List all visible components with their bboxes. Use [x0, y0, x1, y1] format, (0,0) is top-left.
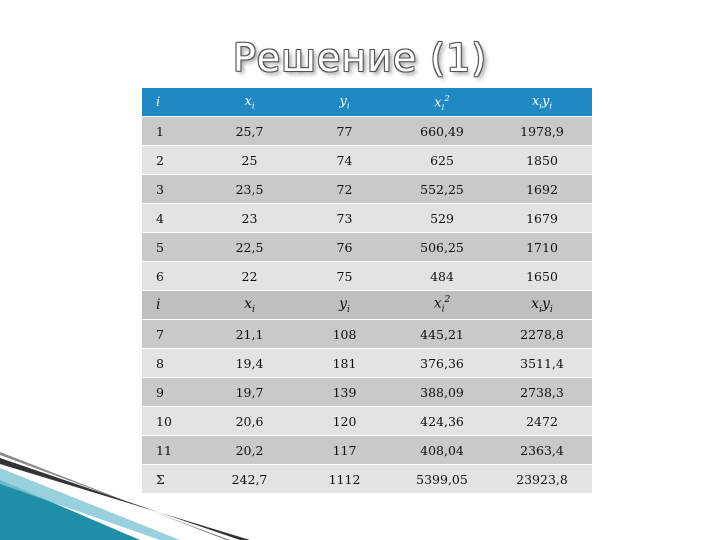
cell-xi: 22	[202, 262, 297, 291]
cell-xi-squared: 552,25	[392, 175, 492, 204]
cell-xi: 21,1	[202, 320, 297, 349]
cell-yi: 117	[297, 436, 392, 465]
cell-xiyi: 1710	[492, 233, 592, 262]
cell-i: 7	[142, 320, 202, 349]
cell-xiyi: 2472	[492, 407, 592, 436]
cell-xi: 23	[202, 204, 297, 233]
table-subheader-row	[142, 291, 592, 320]
subheader-yi: $y_i$	[297, 291, 392, 320]
cell-xi-squared: 484	[392, 262, 492, 291]
cell-xi-squared: 625	[392, 146, 492, 175]
table-row	[142, 349, 592, 378]
cell-yi: 73	[297, 204, 392, 233]
cell-xi: 25	[202, 146, 297, 175]
cell-i: 2	[142, 146, 202, 175]
cell-yi: 76	[297, 233, 392, 262]
cell-xi: 22,5	[202, 233, 297, 262]
table-row	[142, 378, 592, 407]
cell-xiyi: 2738,3	[492, 378, 592, 407]
header-xi-squared: $x_i^2$	[392, 88, 492, 117]
subheader-xiyi: $x_iy_i$	[492, 291, 592, 320]
cell-i: 11	[142, 436, 202, 465]
cell-xi: 20,2	[202, 436, 297, 465]
cell-yi: 108	[297, 320, 392, 349]
cell-i: 3	[142, 175, 202, 204]
cell-xiyi: 2363,4	[492, 436, 592, 465]
cell-i: 8	[142, 349, 202, 378]
cell-xi-squared: 376,36	[392, 349, 492, 378]
cell-xiyi: 3511,4	[492, 349, 592, 378]
cell-xiyi: 1650	[492, 262, 592, 291]
cell-sum-xi: 242,7	[202, 465, 297, 494]
corner-decoration	[0, 450, 260, 540]
cell-xi-squared: 660,49	[392, 117, 492, 146]
cell-yi: 77	[297, 117, 392, 146]
subheader-i: i	[142, 291, 202, 320]
cell-xi-squared: 408,04	[392, 436, 492, 465]
subheader-xi-squared: $x_i^2$	[392, 291, 492, 320]
table-row	[142, 204, 592, 233]
cell-xiyi: 1850	[492, 146, 592, 175]
cell-xiyi: 1692	[492, 175, 592, 204]
cell-xiyi: 1679	[492, 204, 592, 233]
slide-title: Решение (1)	[232, 36, 488, 80]
cell-yi: 72	[297, 175, 392, 204]
subheader-xi: $x_i$	[202, 291, 297, 320]
cell-i: 1	[142, 117, 202, 146]
cell-sum-yi: 1112	[297, 465, 392, 494]
table-row	[142, 175, 592, 204]
cell-sum-xi-squared: 5399,05	[392, 465, 492, 494]
table-row	[142, 262, 592, 291]
cell-yi: 74	[297, 146, 392, 175]
header-xi: $x_i$	[202, 88, 297, 117]
cell-xiyi: 1978,9	[492, 117, 592, 146]
table-row	[142, 320, 592, 349]
cell-i: 4	[142, 204, 202, 233]
header-i: i	[142, 88, 202, 117]
cell-xiyi: 2278,8	[492, 320, 592, 349]
cell-i: 6	[142, 262, 202, 291]
data-table	[142, 88, 592, 494]
cell-xi: 20,6	[202, 407, 297, 436]
cell-i: 9	[142, 378, 202, 407]
table-row	[142, 407, 592, 436]
header-yi: $y_i$	[297, 88, 392, 117]
table-row	[142, 233, 592, 262]
cell-xi-squared: 445,21	[392, 320, 492, 349]
cell-i: 10	[142, 407, 202, 436]
cell-xi: 25,7	[202, 117, 297, 146]
cell-xi: 23,5	[202, 175, 297, 204]
cell-xi-squared: 424,36	[392, 407, 492, 436]
cell-xi-squared: 388,09	[392, 378, 492, 407]
cell-sum-xiyi: 23923,8	[492, 465, 592, 494]
table-row	[142, 146, 592, 175]
cell-xi-squared: 529	[392, 204, 492, 233]
cell-xi-squared: 506,25	[392, 233, 492, 262]
cell-yi: 181	[297, 349, 392, 378]
table-row	[142, 117, 592, 146]
cell-i: 5	[142, 233, 202, 262]
cell-xi: 19,4	[202, 349, 297, 378]
table-header-row	[142, 88, 592, 117]
cell-yi: 75	[297, 262, 392, 291]
cell-yi: 120	[297, 407, 392, 436]
cell-xi: 19,7	[202, 378, 297, 407]
header-xiyi: $x_iy_i$	[492, 88, 592, 117]
cell-yi: 139	[297, 378, 392, 407]
cell-sum-symbol: Σ	[142, 465, 202, 494]
